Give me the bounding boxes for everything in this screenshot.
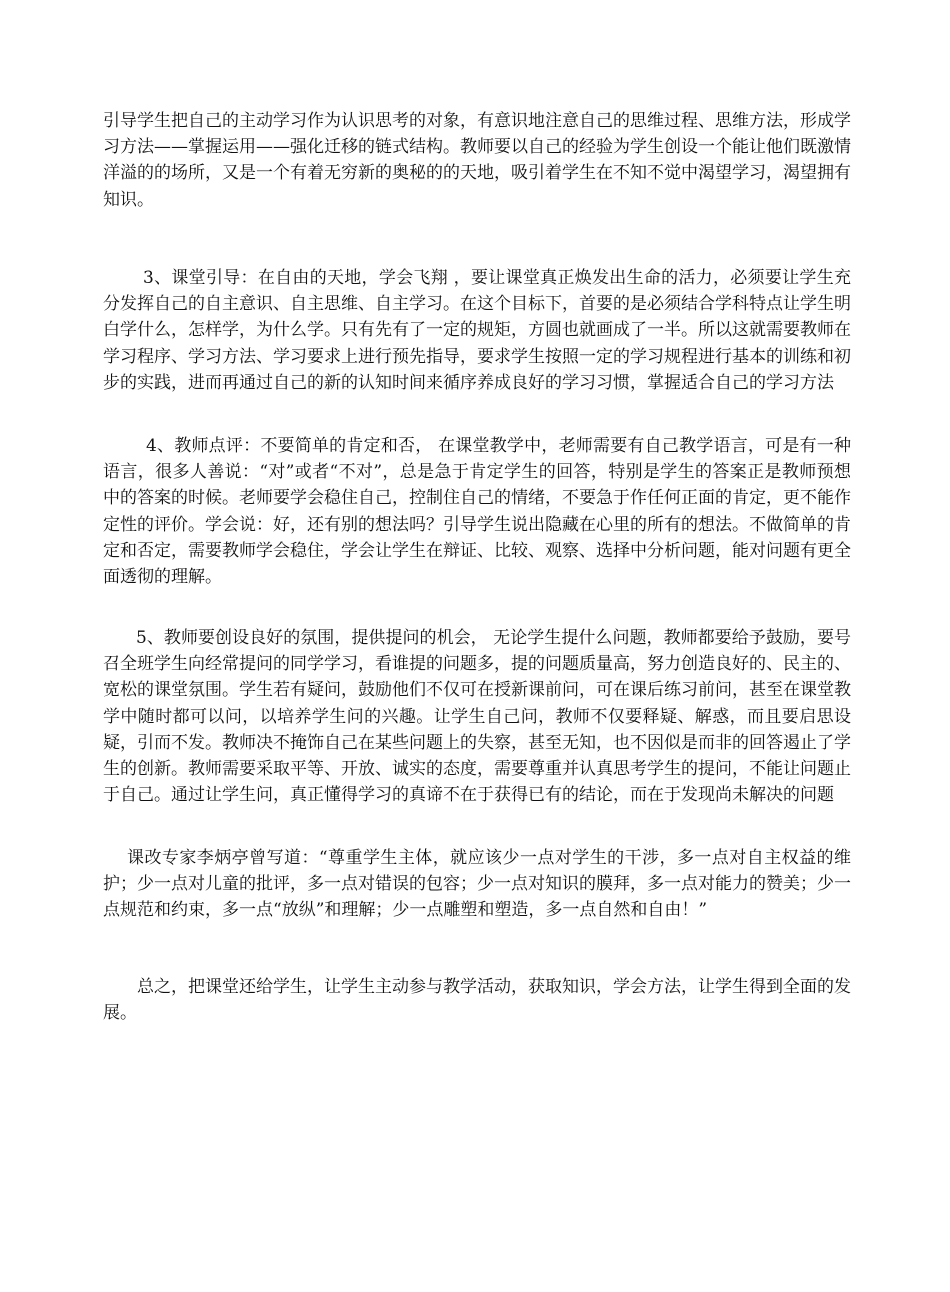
paragraph-classroom-guidance: 3、课堂引导：在自由的天地，学会飞翔 ，要让课堂真正焕发出生命的活力，必须要让学生充分发挥自己的自主意识、自主思维、自主学习。在这个目标下，首要的是必须结合学科特点让学生明白学什么，怎样学，为什么学。只有先有了一定的规矩，方圆也就画成了一半。所以这就需要教师在学习程序、学习方法、学习要求上进行预先指导，要求学生按照一定的学习规程进行基本的训练和初步的实践，进而再通过自己的新的认知时间来循序养成良好的学习习惯，掌握适合自己的学习方法 — [103, 268, 851, 393]
paragraph-questioning-atmosphere: 5、教师要创设良好的氛围，提供提问的机会， 无论学生提什么问题，教师都要给予鼓励，要号召全班学生向经常提问的同学学习，看谁提的问题多，提的问题质量高，努力创造良好的、民主的、宽松的课堂氛围。学生若有疑问，鼓励他们不仅可在授新课前问，可在课后练习前问，甚至在课堂教学中随时都可以问，以培养学生问的兴趣。让学生自己问，教师不仅要释疑、解惑，而且要启思设疑，引而不发。教师决不掩饰自己在某些问题上的失察，甚至无知，也不因似是而非的回答遏止了学生的创新。教师需要采取平等、开放、诚实的态度，需要尊重并认真思考学生的提问，不能让问题止于自己。通过让学生问，真正懂得学习的真谛不在于获得已有的结论，而在于发现尚未解决的问题 — [103, 628, 851, 806]
paragraph-expert-quote: 课改专家李炳亭曾写道：“尊重学生主体，就应该少一点对学生的干涉，多一点对自主权益的维护；少一点对儿童的批评，多一点对错误的包容；少一点对知识的膜拜，多一点对能力的赞美；少一点规范和约束，多一点“放纵”和理解；少一点雕塑和塑造，多一点自然和自由！” — [103, 848, 851, 921]
paragraph-teacher-comment: 4、教师点评：不要简单的肯定和否， 在课堂教学中，老师需要有自己教学语言，可是有一种语言，很多人善说：“对”或者“不对”，总是急于肯定学生的回答，特别是学生的答案正是教师预想中的答案的时候。老师要学会稳住自己，控制住自己的情绪，不要急于作任何正面的肯定，更不能作定性的评价。学会说：好，还有别的想法吗？引导学生说出隐藏在心里的所有的想法。不做简单的肯定和否定，需要教师学会稳住，学会让学生在辩证、比较、观察、选择中分析问题，能对问题有更全面透彻的理解。 — [103, 436, 851, 588]
paragraph-conclusion: 总之，把课堂还给学生，让学生主动参与教学活动，获取知识，学会方法，让学生得到全面的发展。 — [103, 977, 851, 1024]
paragraph-intro: 引导学生把自己的主动学习作为认识思考的对象，有意识地注意自己的思维过程、思维方法，形成学习方法——掌握运用——强化迁移的链式结构。教师要以自己的经验为学生创设一个能让他们既激情洋溢的的场所，又是一个有着无穷新的奥秘的的天地，吸引着学生在不知不觉中渴望学习，渴望拥有知识。 — [103, 111, 851, 210]
